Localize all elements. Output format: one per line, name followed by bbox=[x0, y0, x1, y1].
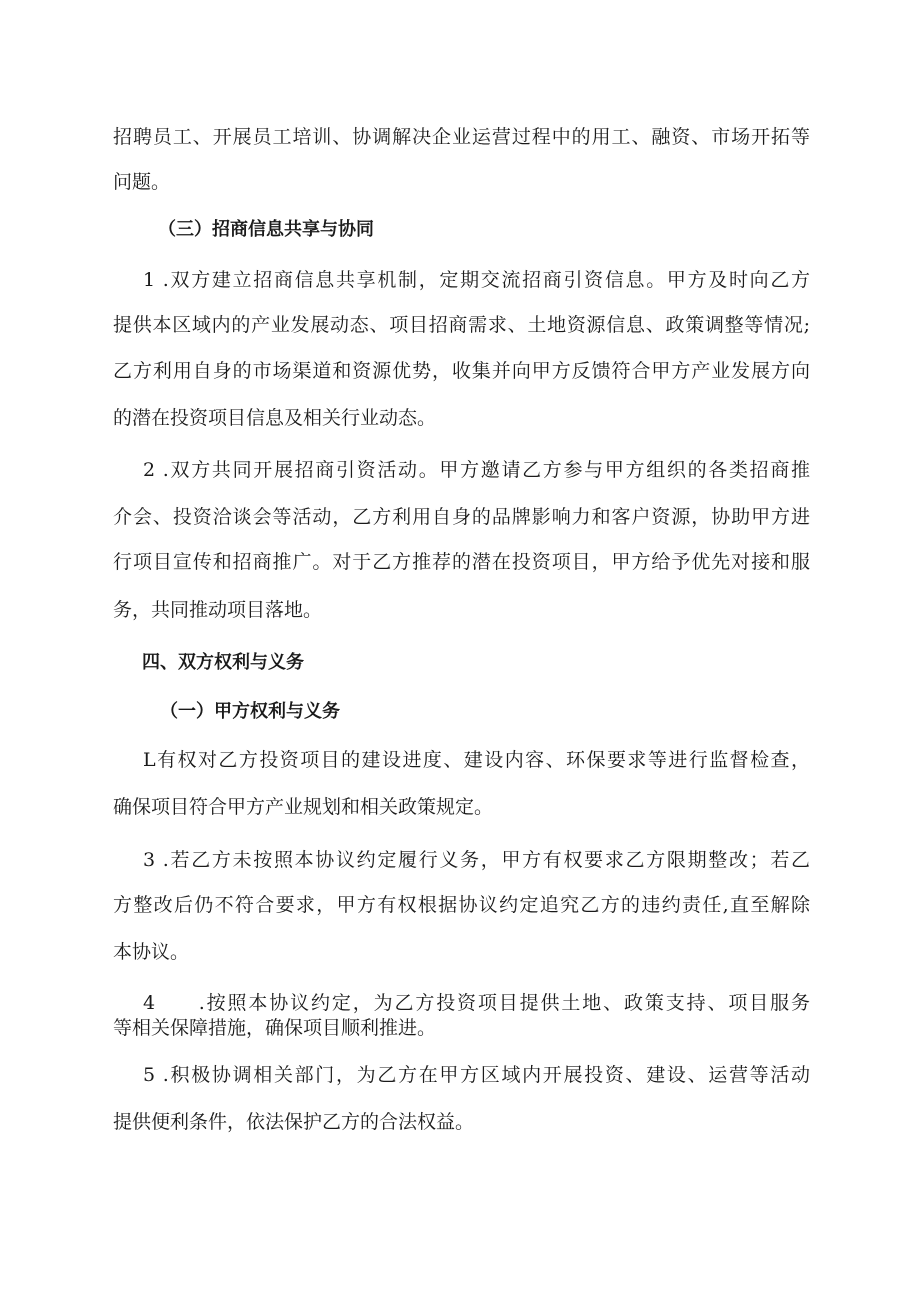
paragraph-text: 1 .双方建立招商信息共享机制，定期交流招商引资信息。甲方及时向乙方 bbox=[143, 269, 810, 291]
paragraph-text: 方整改后仍不符合要求，甲方有权根据协议约定追究乙方的违约责任,直至解除 bbox=[113, 894, 810, 916]
subsection-heading: （一）甲方权利与义务 bbox=[160, 701, 340, 722]
paragraph-text: 提供便利条件，依法保护乙方的合法权益。 bbox=[113, 1111, 475, 1133]
section-heading: （三）招商信息共享与协同 bbox=[158, 219, 374, 240]
text-line bbox=[143, 458, 810, 482]
paragraph-text: 5 .积极协调相关部门，为乙方在甲方区域内开展投资、建设、运营等活动 bbox=[143, 1064, 810, 1086]
paragraph-text: 介会、投资洽谈会等活动，乙方利用自身的品牌影响力和客户资源，协助甲方进 bbox=[113, 506, 810, 528]
paragraph-text: 乙方利用自身的市场渠道和资源优势，收集并向甲方反馈符合甲方产业发展方向 bbox=[113, 360, 810, 382]
section-heading: 四、双方权利与义务 bbox=[142, 652, 304, 673]
text-line bbox=[113, 313, 810, 337]
text-line bbox=[113, 1110, 474, 1134]
paragraph-text: 2 .双方共同开展招商引资活动。甲方邀请乙方参与甲方组织的各类招商推 bbox=[143, 459, 810, 481]
paragraph-text: 4 .按照本协议约定，为乙方投资项目提供土地、政策支持、项目服务 bbox=[143, 992, 810, 1014]
text-line bbox=[113, 359, 810, 383]
text-line bbox=[113, 1016, 436, 1040]
text-line bbox=[113, 550, 810, 574]
paragraph-text: 招聘员工、开展员工培训、协调解决企业运营过程中的用工、融资、市场开拓等 bbox=[113, 126, 810, 148]
paragraph-text: 确保项目符合甲方产业规划和相关政策规定。 bbox=[113, 796, 494, 818]
paragraph-text: 行项目宣传和招商推广。对于乙方推荐的潜在投资项目，甲方给予优先对接和服 bbox=[113, 551, 810, 573]
text-line bbox=[143, 748, 810, 772]
paragraph-text: 提供本区域内的产业发展动态、项目招商需求、土地资源信息、政策调整等情况; bbox=[113, 314, 810, 336]
paragraph-text: L有权对乙方投资项目的建设进度、建设内容、环保要求等进行监督检查， bbox=[143, 749, 810, 771]
text-line bbox=[113, 940, 189, 964]
text-line bbox=[113, 893, 810, 917]
text-line bbox=[113, 125, 810, 149]
text-line bbox=[113, 795, 493, 819]
paragraph-text: 等相关保障措施，确保项目顺利推进。 bbox=[113, 1017, 437, 1039]
paragraph-text: 3 .若乙方未按照本协议约定履行义务，甲方有权要求乙方限期整改；若乙 bbox=[143, 849, 810, 871]
text-line bbox=[113, 505, 810, 529]
text-line bbox=[113, 406, 436, 430]
text-line bbox=[143, 848, 810, 872]
paragraph-text: 本协议。 bbox=[113, 941, 190, 963]
paragraph-text: 务，共同推动项目落地。 bbox=[113, 599, 323, 621]
text-line bbox=[143, 268, 810, 292]
text-line bbox=[143, 991, 810, 1015]
paragraph-text: 的潜在投资项目信息及相关行业动态。 bbox=[113, 407, 437, 429]
text-line bbox=[113, 170, 170, 194]
paragraph-text: 问题。 bbox=[113, 171, 171, 193]
text-line bbox=[143, 1063, 810, 1087]
text-line bbox=[113, 598, 322, 622]
